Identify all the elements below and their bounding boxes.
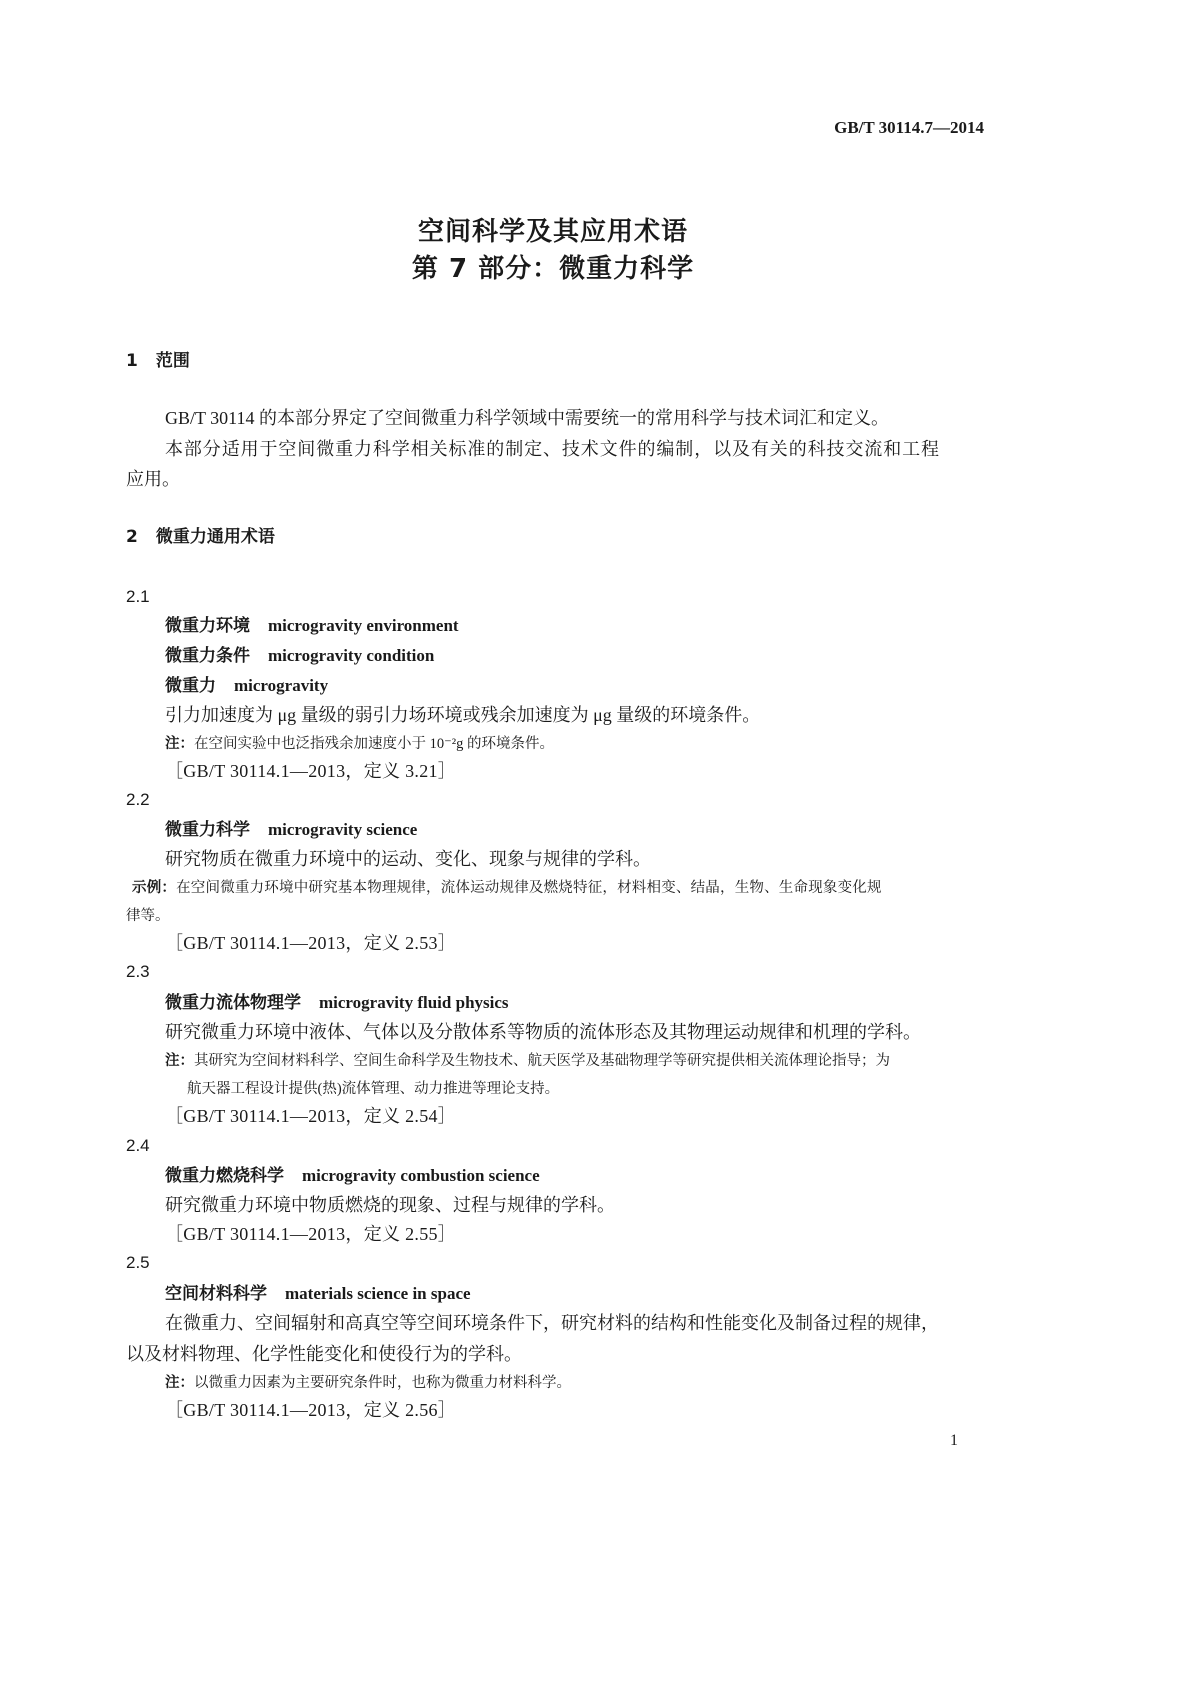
note — [165, 1050, 890, 1072]
term — [165, 1165, 540, 1187]
term — [165, 1283, 471, 1305]
reference: ［GB/T 30114.1—2013，定义 2.53］ — [165, 933, 457, 953]
example — [132, 877, 882, 899]
section-1-heading — [126, 350, 190, 372]
example-label: 示例： — [132, 880, 177, 896]
term-en: microgravity combustion science — [302, 1166, 540, 1185]
term — [165, 819, 417, 841]
term-zh: 微重力 — [165, 676, 216, 695]
term — [165, 992, 509, 1014]
section-title: 微重力通用术语 — [155, 527, 275, 547]
term-en: microgravity science — [268, 820, 418, 839]
entry-number: 2.3 — [126, 962, 150, 981]
note-cont: 航天器工程设计提供(热)流体管理、动力推进等理论支持。 — [187, 1081, 560, 1097]
term-zh: 空间材料科学 — [165, 1284, 267, 1303]
definition: 引力加速度为 μg 量级的弱引力场环境或残余加速度为 μg 量级的环境条件。 — [165, 705, 761, 725]
page-number: 1 — [950, 1432, 958, 1449]
document-number: GB/T 30114.7—2014 — [834, 118, 984, 137]
entry-number: 2.2 — [126, 790, 150, 809]
term-en: microgravity fluid physics — [319, 993, 509, 1012]
reference: ［GB/T 30114.1—2013，定义 3.21］ — [165, 761, 457, 781]
section-number: 2 — [126, 527, 138, 547]
note-text: 以微重力因素为主要研究条件时，也称为微重力材料科学。 — [194, 1375, 571, 1391]
note-text: 在空间实验中也泛指残余加速度小于 10⁻²g 的环境条件。 — [194, 736, 554, 752]
term-zh: 微重力燃烧科学 — [165, 1166, 284, 1185]
term — [165, 645, 434, 667]
term-en: microgravity environment — [268, 616, 459, 635]
note — [165, 1372, 571, 1394]
note-label: 注： — [165, 1375, 194, 1391]
scope-paragraph-2: 本部分适用于空间微重力科学相关标准的制定、技术文件的编制，以及有关的科技交流和工程 — [165, 439, 940, 459]
section-number: 1 — [126, 351, 138, 371]
note-text: 其研究为空间材料科学、空间生命科学及生物技术、航天医学及基础物理学等研究提供相关流体理论指导；为 — [194, 1053, 890, 1069]
note — [165, 733, 554, 755]
definition: 研究微重力环境中物质燃烧的现象、过程与规律的学科。 — [165, 1195, 615, 1215]
reference: ［GB/T 30114.1—2013，定义 2.56］ — [165, 1400, 457, 1420]
title-line-2: 第 7 部分：微重力科学 — [411, 254, 695, 284]
term — [165, 675, 328, 697]
term-en: microgravity — [234, 676, 329, 695]
example-text: 在空间微重力环境中研究基本物理规律，流体运动规律及燃烧特征，材料相变、结晶，生物、生命现象变化规 — [176, 880, 882, 896]
entry-number: 2.5 — [126, 1253, 150, 1272]
definition: 在微重力、空间辐射和高真空等空间环境条件下，研究材料的结构和性能变化及制备过程的规律， — [165, 1313, 939, 1333]
definition-cont: 以及材料物理、化学性能变化和使役行为的学科。 — [126, 1344, 522, 1364]
entry-number: 2.1 — [126, 587, 150, 606]
term-zh: 微重力流体物理学 — [165, 993, 301, 1012]
example-cont: 律等。 — [126, 908, 170, 924]
term-zh: 微重力科学 — [165, 820, 250, 839]
term-zh: 微重力环境 — [165, 616, 250, 635]
term — [165, 615, 459, 637]
term-en: microgravity condition — [268, 646, 435, 665]
definition: 研究微重力环境中液体、气体以及分散体系等物质的流体形态及其物理运动规律和机理的学科。 — [165, 1022, 921, 1042]
definition: 研究物质在微重力环境中的运动、变化、现象与规律的学科。 — [165, 849, 651, 869]
entry-number: 2.4 — [126, 1136, 150, 1155]
section-2-heading — [126, 526, 275, 548]
reference: ［GB/T 30114.1—2013，定义 2.54］ — [165, 1106, 457, 1126]
reference: ［GB/T 30114.1—2013，定义 2.55］ — [165, 1224, 457, 1244]
scope-paragraph-2-cont: 应用。 — [126, 469, 180, 489]
note-label: 注： — [165, 736, 194, 752]
title-line-1: 空间科学及其应用术语 — [417, 217, 688, 247]
section-title: 范围 — [155, 351, 190, 371]
note-label: 注： — [165, 1053, 194, 1069]
term-en: materials science in space — [285, 1284, 471, 1303]
term-zh: 微重力条件 — [165, 646, 250, 665]
scope-paragraph-1: GB/T 30114 的本部分界定了空间微重力科学领域中需要统一的常用科学与技术词汇和定义。 — [165, 408, 890, 428]
